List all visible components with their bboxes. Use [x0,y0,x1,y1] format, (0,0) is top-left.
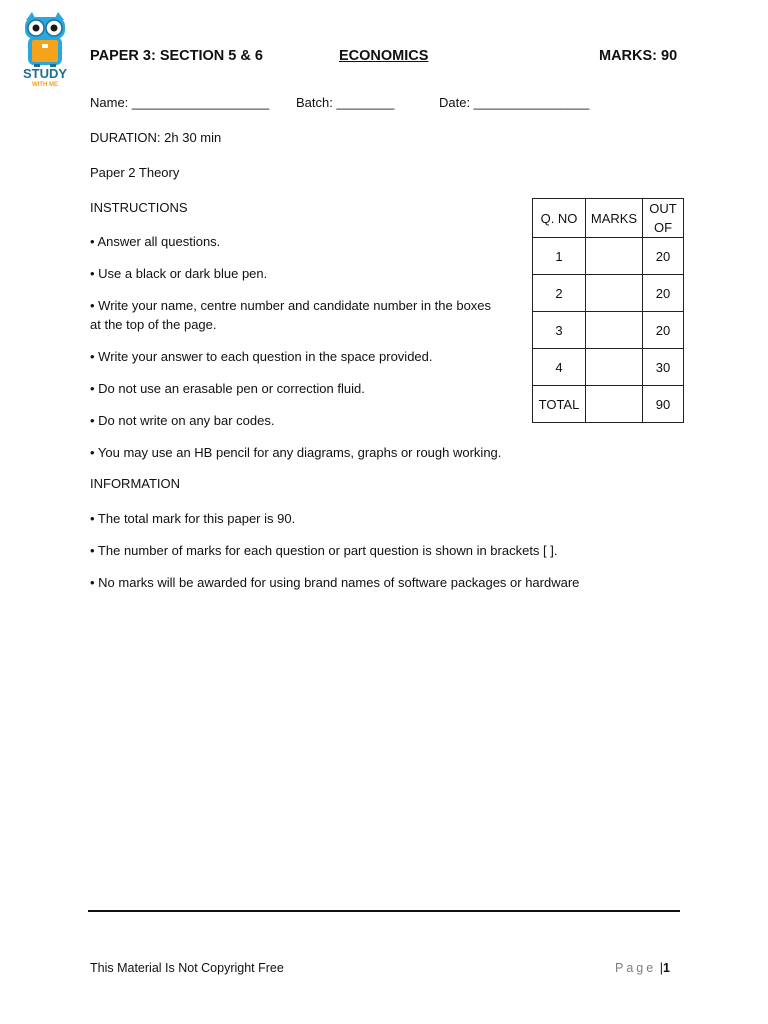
logo-text-with-me: WITH ME [32,82,58,88]
header-of: OF [653,220,673,235]
duration: DURATION: 2h 30 min [90,130,222,145]
cell-q-no: 3 [533,312,586,349]
owl-icon [20,10,70,90]
header-out: OUT [649,201,677,216]
instruction-item: • Use a black or dark blue pen. [90,266,268,281]
cell-out-of: 90 [643,386,684,423]
instruction-item: • Answer all questions. [90,234,221,249]
information-item: • The total mark for this paper is 90. [90,511,296,526]
table-row [533,312,684,349]
paper-title: PAPER 3: SECTION 5 & 6 [90,48,263,64]
marks-table [532,198,684,423]
total-marks: MARKS: 90 [599,48,678,64]
instruction-item: • Do not use an erasable pen or correction fluid. [90,381,365,396]
name-field: Name: ___________________ [90,95,270,110]
paper-type: Paper 2 Theory [90,165,180,180]
table-row [533,238,684,275]
instructions-heading: INSTRUCTIONS [90,200,188,215]
logo-text-study: STUDY [22,66,68,81]
date-field: Date: ________________ [439,95,590,110]
page-separator: | [659,961,663,975]
study-with-me-logo [20,10,70,90]
subject-title: ECONOMICS [339,48,429,64]
cell-marks [586,349,643,386]
information-heading: INFORMATION [90,476,181,491]
cell-marks [586,238,643,275]
table-total-row [533,386,684,423]
cell-out-of: 20 [643,312,684,349]
cell-q-no: 4 [533,349,586,386]
copyright-notice: This Material Is Not Copyright Free [90,961,284,975]
cell-marks [586,275,643,312]
header-marks: MARKS [586,199,643,238]
instruction-item: • Write your name, centre number and candidate number in the boxes at the top of the page. [90,298,492,332]
table-row [533,349,684,386]
cell-q-no: 1 [533,238,586,275]
cell-marks [586,312,643,349]
instruction-item: • Write your answer to each question in the space provided. [90,349,433,364]
information-item: • No marks will be awarded for using brand names of software packages or hardware [90,575,580,590]
page-indicator [615,961,670,975]
footer-divider [88,910,680,912]
cell-out-of: 20 [643,275,684,312]
batch-field: Batch: ________ [296,95,395,110]
instruction-item: • Do not write on any bar codes. [90,413,275,428]
cell-marks [586,386,643,423]
table-header-row [533,199,684,238]
information-item: • The number of marks for each question or part question is shown in brackets [ ]. [90,543,558,558]
cell-out-of: 20 [643,238,684,275]
header-q-no: Q. NO [533,199,586,238]
instruction-item: • You may use an HB pencil for any diagrams, graphs or rough working. [90,445,502,460]
cell-q-no: 2 [533,275,586,312]
page-number: 1 [662,961,670,975]
page-label: Page [615,961,657,975]
cell-out-of: 30 [643,349,684,386]
table-row [533,275,684,312]
header-out-of [643,199,684,238]
cell-total-label: TOTAL [533,386,586,423]
